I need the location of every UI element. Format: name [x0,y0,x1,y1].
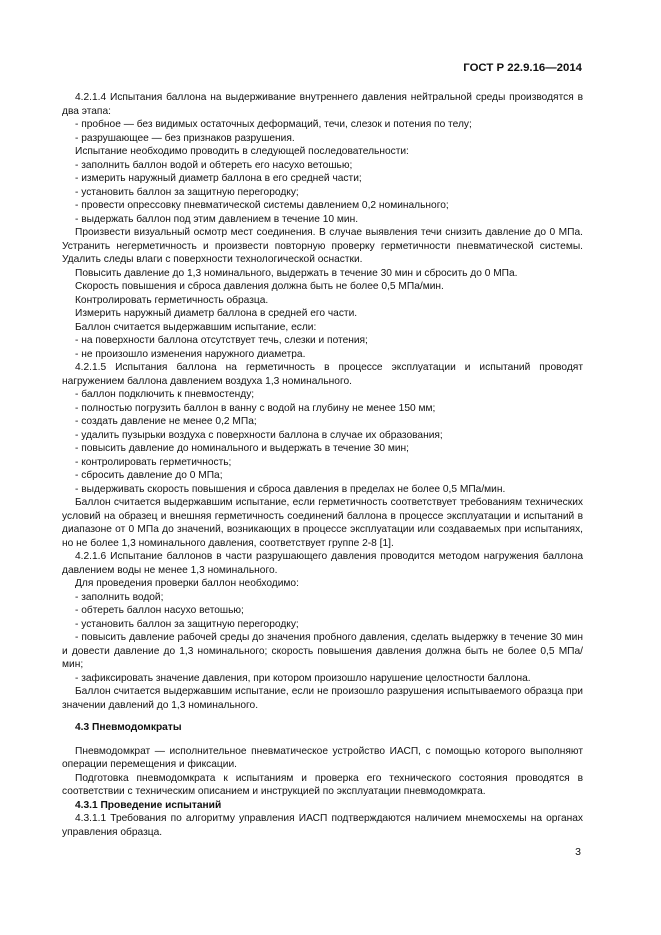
list-item: - полностью погрузить баллон в ванну с водой на глубину не менее 150 мм; [75,402,436,414]
list-item: - не произошло изменения наружного диаметра. [75,348,306,360]
paragraph: Измерить наружный диаметр баллона в средней его части. [75,308,358,319]
document-header-id: ГОСТ Р 22.9.16—2014 [463,62,582,74]
list-item: - заполнить баллон водой и обтереть его насухо ветошью; [75,159,353,171]
list-item: - на поверхности баллона отсутствует течь, слезки и потения; [75,335,368,346]
document-body [62,91,583,839]
list-item: - удалить пузырьки воздуха с поверхности баллона в случае их образования; [75,429,443,441]
list-item: - измерить наружный диаметр баллона в его средней части; [75,173,362,184]
list-item: - зафиксировать значение давления, при котором произошло нарушение целостности баллона. [75,672,531,684]
list-item: - заполнить водой; [75,591,164,603]
paragraph: 4.3.1.1 Требования по алгоритму управления ИАСП подтверждаются наличием мнемосхемы на органах управления образца. [62,813,583,838]
page-number: 3 [575,846,581,858]
paragraph: Подготовка пневмодомкрата к испытаниям и проверка его технического состояния проводятся в соответствии с техническим описанием и инструкцией по эксплуатации пневмодомкрата. [62,772,583,797]
list-item: - разрушающее — без признаков разрушения. [75,132,295,144]
paragraph: Для проведения проверки баллон необходимо: [75,578,299,589]
paragraph: Баллон считается выдержавшим испытание, если герметичность соответствует требованиям технических условий на образец и внешняя герметичность соединений баллона в процессе эксплуатации и испытаний в диапазоне от 0 МПа до значений, возникающих в процессе эксплуатации или создаваемых при испытаниях, но не более 1,3 номинального давления, соответствует группе 2-8 [1]. [62,497,583,549]
list-item: - провести опрессовку пневматической системы давлением 0,2 номинального; [75,200,449,211]
subsection-heading: 4.3.1 Проведение испытаний [75,799,222,811]
paragraph: Баллон считается выдержавшим испытание, если: [75,321,317,333]
list-item: - обтереть баллон насухо ветошью; [75,605,244,616]
paragraph: Повысить давление до 1,3 номинального, выдержать в течение 30 мин и сбросить до 0 МПа. [75,267,518,279]
list-item: - установить баллон за защитную перегородку; [75,186,299,198]
paragraph: Баллон считается выдержавшим испытание, если не произошло разрушения испытываемого образца при значении давлений до 1,3 номинального. [62,686,583,711]
paragraph: 4.2.1.6 Испытание баллонов в части разрушающего давления проводится методом нагружения баллона давлением воды не менее 1,3 номинального. [62,551,583,576]
list-item: - повысить давление до номинального и выдержать в течение 30 мин; [75,443,410,454]
list-item: - выдержать баллон под этим давлением в течение 10 мин. [75,213,359,225]
list-item: - повысить давление рабочей среды до значения пробного давления, сделать выдержку в течение 30 мин и довести давление до 1,3 номинального; скорость повышения давления должна быть не более 0,5 МПа/мин; [62,632,583,670]
list-item: - создать давление не менее 0,2 МПа; [75,416,257,427]
paragraph: Скорость повышения и сброса давления должна быть не более 0,5 МПа/мин. [75,281,444,292]
list-item: - установить баллон за защитную перегородку; [75,618,299,630]
paragraph: Произвести визуальный осмотр мест соединения. В случае выявления течи снизить давление до 0 МПа. Устранить негерметичность и произвести повторную проверку герметичности пневматической системы. Удалить следы влаги с поверхности технологической оснастки. [62,227,583,265]
list-item: - выдерживать скорость повышения и сброса давления в пределах не более 0,5 МПа/мин. [75,483,506,495]
section-heading: 4.3 Пневмодомкраты [75,722,182,733]
paragraph: Контролировать герметичность образца. [75,294,269,306]
paragraph: 4.2.1.5 Испытания баллона на герметичность в процессе эксплуатации и испытаний проводят нагружением баллона давлением воздуха 1,3 номинального. [62,362,583,387]
list-item: - баллон подключить к пневмостенду; [75,389,255,400]
list-item: - контролировать герметичность; [75,456,232,468]
paragraph: Пневмодомкрат — исполнительное пневматическое устройство ИАСП, с помощью которого выполняют операции перемещения и фиксации. [62,745,583,770]
list-item: - пробное — без видимых остаточных деформаций, течи, слезок и потения по телу; [75,119,472,130]
paragraph: 4.2.1.4 Испытания баллона на выдерживание внутреннего давления нейтральной среды производятся в два этапа: [62,92,583,117]
paragraph: Испытание необходимо проводить в следующей последовательности: [75,146,409,157]
list-item: - сбросить давление до 0 МПа; [75,470,223,481]
